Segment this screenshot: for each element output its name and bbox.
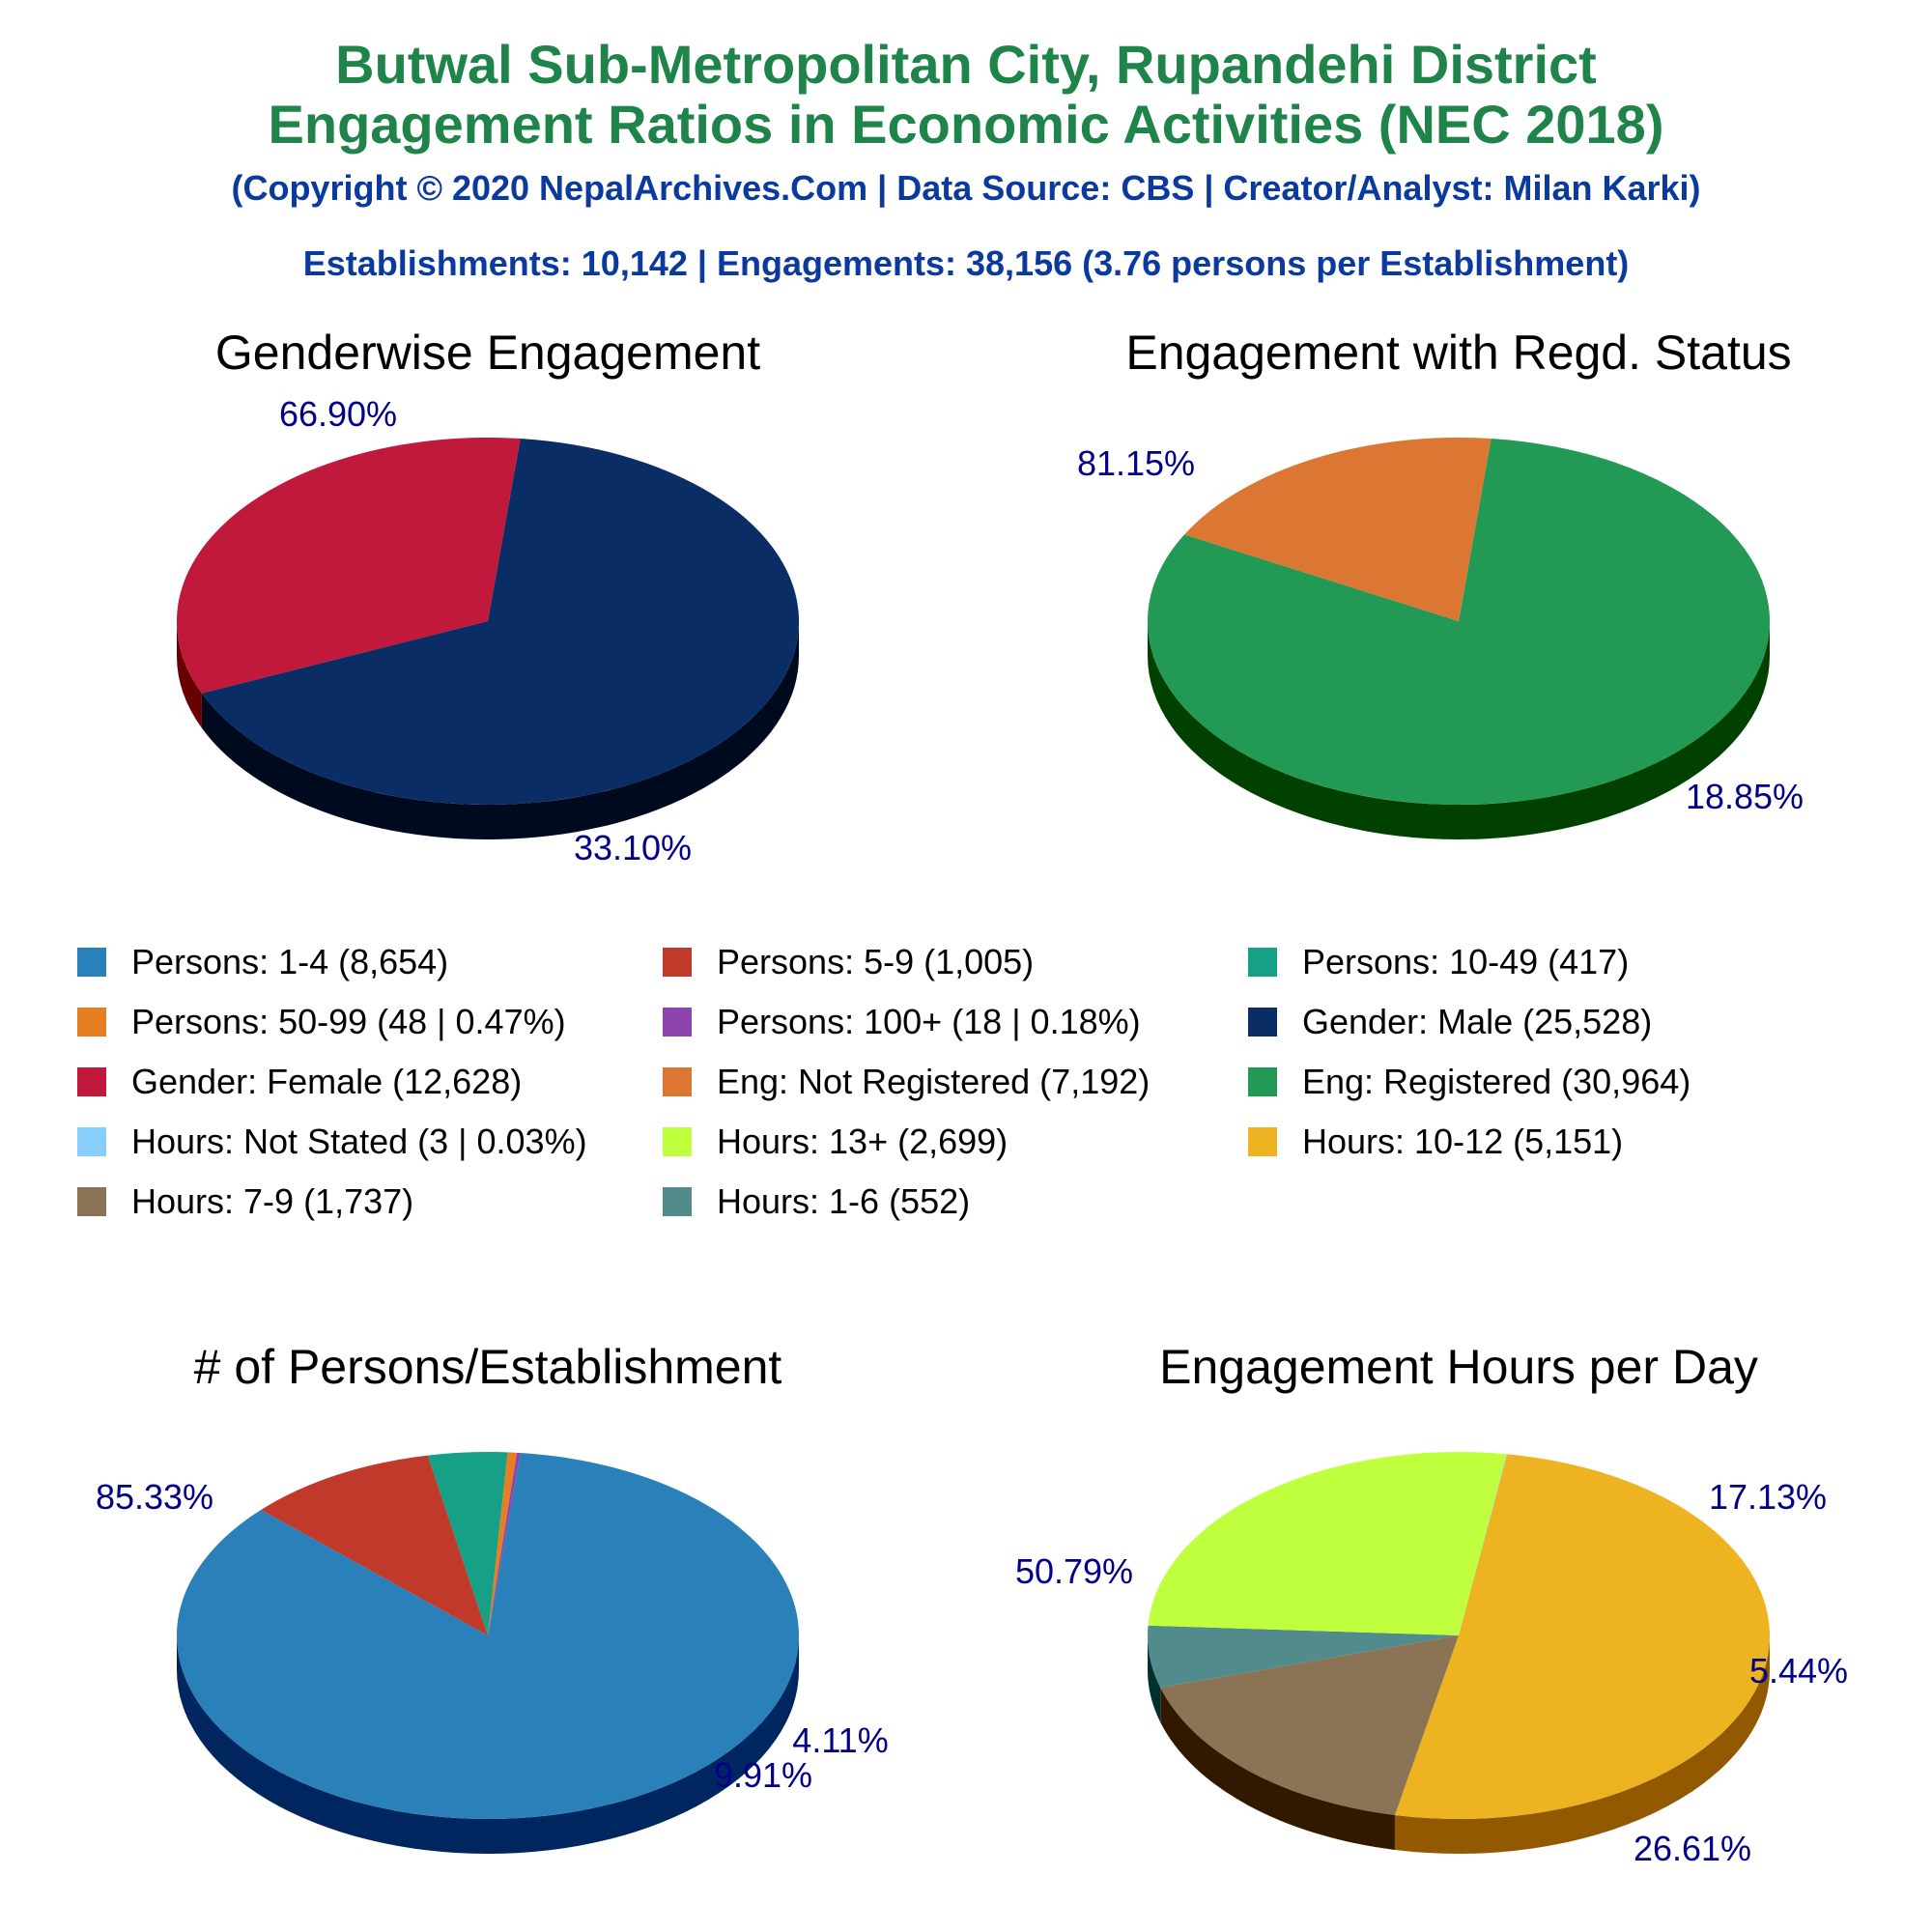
chart-title: # of Persons/Establishment <box>193 1340 782 1394</box>
slice-percent-label: 5.44% <box>1748 1651 1849 1690</box>
legend-swatch <box>77 1008 106 1037</box>
summary-line: Establishments: 10,142 | Engagements: 38,156 (3.76 persons per Establishment) <box>302 243 1630 283</box>
legend-item <box>1248 935 1833 989</box>
legend <box>77 935 1913 1229</box>
legend-item <box>663 1115 1248 1169</box>
slice-percent-label: 85.33% <box>95 1477 214 1517</box>
legend-swatch <box>663 1008 692 1037</box>
legend-item <box>663 995 1248 1049</box>
pie-chart-2 <box>1077 326 1804 839</box>
legend-label: Hours: 13+ (2,699) <box>717 1122 1009 1161</box>
legend-swatch <box>1248 1067 1277 1096</box>
legend-label: Persons: 5-9 (1,005) <box>717 942 1035 981</box>
legend-swatch <box>663 1067 692 1096</box>
chart-title: Engagement Hours per Day <box>1159 1340 1758 1394</box>
slice-percent-label: 66.90% <box>278 394 398 434</box>
legend-swatch <box>1248 1127 1277 1156</box>
legend-label: Hours: 10-12 (5,151) <box>1302 1122 1624 1161</box>
legend-item <box>1248 1055 1833 1109</box>
legend-label: Persons: 10-49 (417) <box>1302 942 1630 981</box>
legend-item <box>1248 1115 1833 1169</box>
legend-swatch <box>663 1127 692 1156</box>
pie-chart-4 <box>1015 1340 1848 1868</box>
pie-chart-3 <box>96 1340 889 1854</box>
legend-label: Hours: 1-6 (552) <box>717 1181 971 1221</box>
pie-chart-1 <box>177 326 799 867</box>
legend-swatch <box>663 948 692 977</box>
legend-item <box>77 1055 663 1109</box>
legend-swatch <box>663 1187 692 1216</box>
legend-item <box>77 1115 663 1169</box>
legend-item <box>77 995 663 1049</box>
legend-label: Gender: Male (25,528) <box>1302 1002 1653 1041</box>
legend-item <box>663 935 1248 989</box>
slice-percent-label: 17.13% <box>1708 1477 1828 1517</box>
slice-percent-label: 9.91% <box>713 1755 813 1795</box>
legend-label: Persons: 50-99 (48 | 0.47%) <box>131 1002 566 1041</box>
legend-swatch <box>1248 1008 1277 1037</box>
legend-swatch <box>77 1127 106 1156</box>
legend-label: Persons: 100+ (18 | 0.18%) <box>717 1002 1141 1041</box>
slice-percent-label: 33.10% <box>573 828 693 867</box>
legend-item <box>77 1175 663 1229</box>
legend-item <box>663 1175 1248 1229</box>
chart-title: Engagement with Regd. Status <box>1125 326 1792 380</box>
chart-title: Genderwise Engagement <box>214 326 761 380</box>
legend-label: Hours: 7-9 (1,737) <box>131 1181 414 1221</box>
slice-percent-label: 4.11% <box>792 1720 889 1760</box>
copyright-line: (Copyright © 2020 NepalArchives.Com | Data Source: CBS | Creator/Analyst: Milan Karki) <box>231 168 1701 208</box>
legend-label: Eng: Registered (30,964) <box>1302 1062 1691 1101</box>
legend-label: Eng: Not Registered (7,192) <box>717 1062 1151 1101</box>
legend-item <box>663 1055 1248 1109</box>
legend-item <box>77 935 663 989</box>
main-title-line1: Butwal Sub-Metropolitan City, Rupandehi District <box>335 34 1597 95</box>
legend-swatch <box>1248 948 1277 977</box>
legend-swatch <box>77 948 106 977</box>
legend-item <box>1248 995 1833 1049</box>
legend-label: Persons: 1-4 (8,654) <box>131 942 449 981</box>
slice-percent-label: 81.15% <box>1076 443 1196 483</box>
main-title-line2: Engagement Ratios in Economic Activities (NEC 2018) <box>268 94 1664 155</box>
legend-label: Hours: Not Stated (3 | 0.03%) <box>131 1122 587 1161</box>
slice-percent-label: 18.85% <box>1685 777 1804 816</box>
slice-percent-label: 26.61% <box>1633 1829 1752 1868</box>
pie-slice <box>1148 1452 1506 1635</box>
slice-percent-label: 50.79% <box>1014 1551 1134 1591</box>
legend-swatch <box>77 1187 106 1216</box>
legend-swatch <box>77 1067 106 1096</box>
legend-label: Gender: Female (12,628) <box>131 1062 523 1101</box>
